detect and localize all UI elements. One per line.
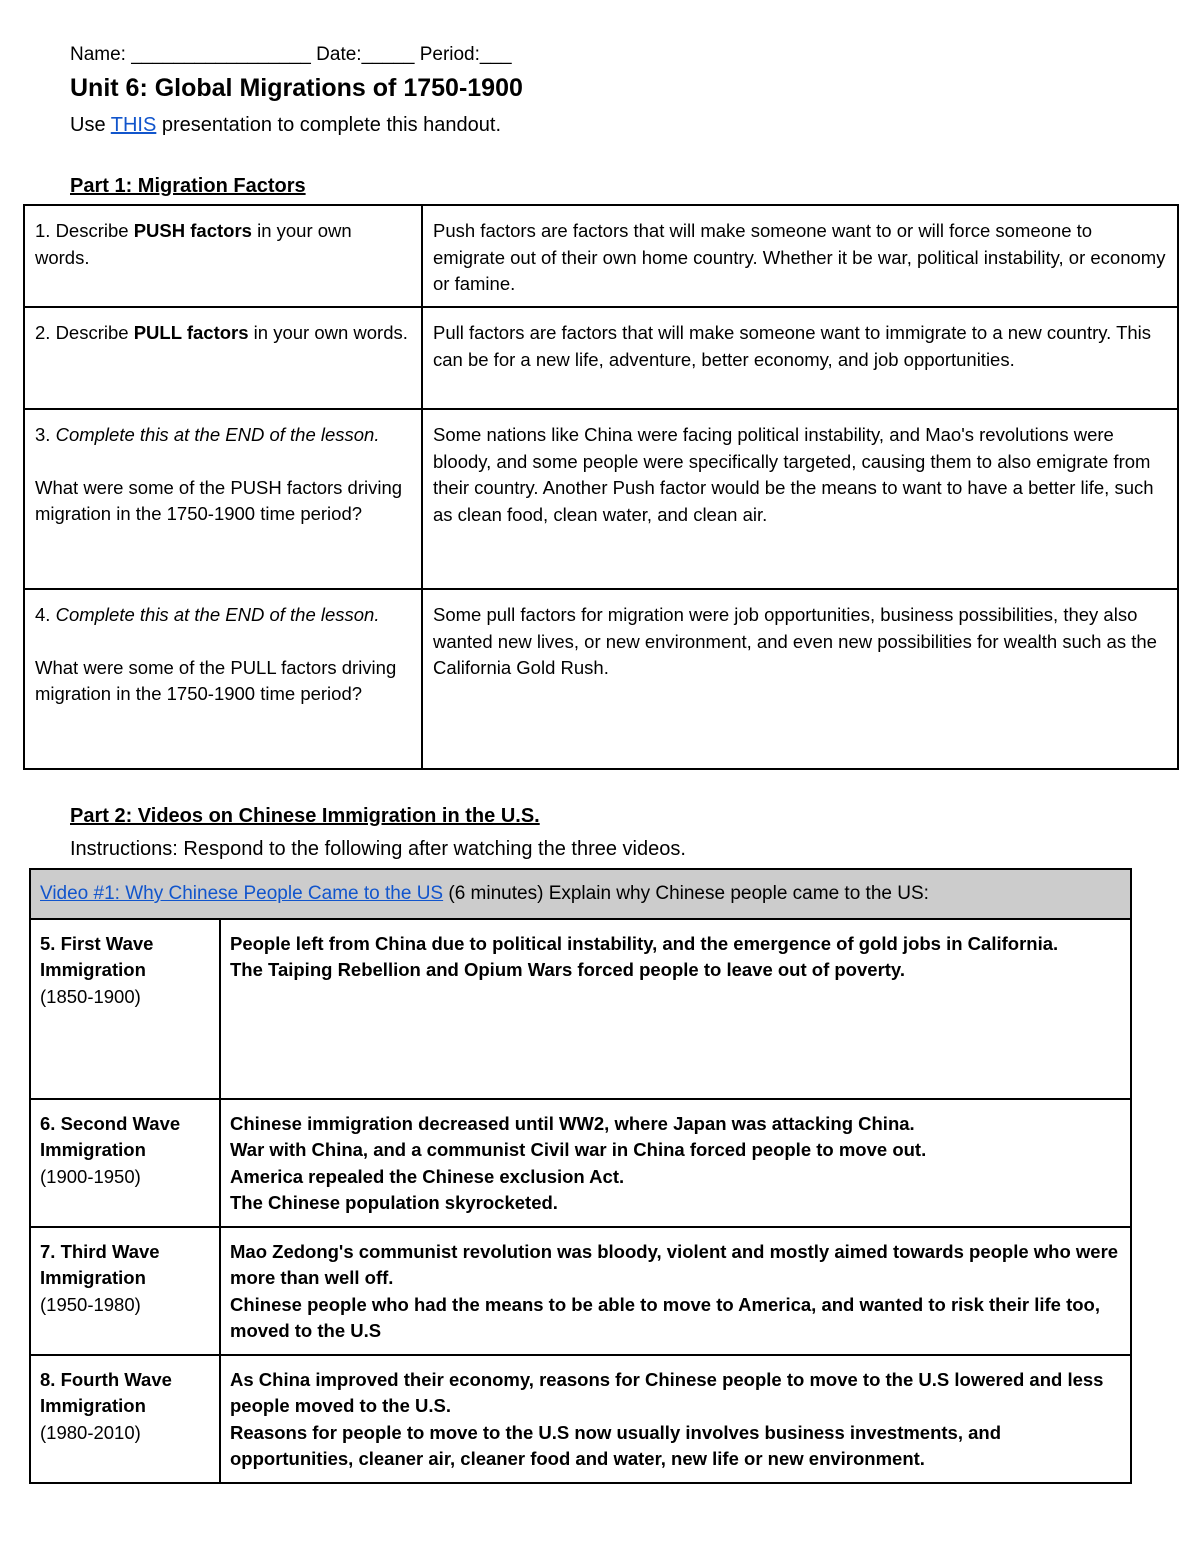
wave-label-cell (30, 1099, 220, 1227)
answer-cell[interactable]: Pull factors are factors that will make someone want to immigrate to a new country. This can be for a new life, adventure, better economy, and job opportunities. (422, 307, 1178, 409)
wave-label-cell (30, 919, 220, 1099)
wave-label-cell (30, 1227, 220, 1355)
answer-line: Chinese people who had the means to be able to move to America, and wanted to risk their life too, moved to the U.S (230, 1293, 1100, 1341)
intro-after: presentation to complete this handout. (156, 114, 501, 136)
part2-heading: Part 2: Videos on Chinese Immigration in the U.S. (70, 805, 540, 827)
question-instruction: Complete this at the END of the lesson. (55, 424, 380, 445)
table-row (24, 409, 1178, 589)
wave-years: (1950-1980) (40, 1293, 141, 1315)
question-text: 1. Describe (35, 220, 134, 241)
question-text: 2. Describe (35, 322, 134, 343)
answer-line: Reasons for people to move to the U.S now usually involves business investments, and opportunities, cleaner air, cleaner food and water, new life or new environment. (230, 1421, 1002, 1469)
question-text: What were some of the PUSH factors driving migration in the 1750-1900 time period? (35, 476, 403, 524)
table-row (24, 589, 1178, 769)
student-info-line (70, 44, 512, 66)
question-text: What were some of the PULL factors driving migration in the 1750-1900 time period? (35, 656, 397, 704)
wave-label-cell (30, 1355, 220, 1483)
answer-cell[interactable] (220, 1099, 1131, 1227)
question-keyword: PULL factors (133, 322, 249, 343)
date-field[interactable]: Date:_____ (316, 44, 415, 65)
migration-factors-table (23, 204, 1179, 770)
table-row (24, 307, 1178, 409)
video-1-link[interactable]: Video #1: Why Chinese People Came to the US (40, 883, 444, 904)
part1-heading: Part 1: Migration Factors (70, 175, 306, 197)
name-field[interactable]: Name: _________________ (70, 44, 311, 65)
intro-text (70, 114, 501, 137)
question-cell (24, 589, 422, 769)
table-row (30, 1227, 1131, 1355)
question-text: in your own words. (35, 220, 352, 268)
video-header-cell (30, 869, 1131, 919)
wave-name: 8. Fourth Wave Immigration (40, 1368, 172, 1416)
table-row (30, 919, 1131, 1099)
answer-line: The Taiping Rebellion and Opium Wars forced people to leave out of poverty. (230, 959, 905, 980)
wave-years: (1980-2010) (40, 1421, 141, 1443)
question-instruction: Complete this at the END of the lesson. (55, 604, 380, 625)
answer-line: War with China, and a communist Civil war in China forced people to move out. (230, 1139, 927, 1160)
wave-name: 6. Second Wave Immigration (40, 1112, 181, 1160)
answer-cell[interactable] (220, 919, 1131, 1099)
answer-line: People left from China due to political instability, and the emergence of gold jobs in California. (230, 932, 1059, 954)
question-text: in your own words. (248, 322, 408, 343)
wave-years: (1900-1950) (40, 1165, 141, 1187)
page-title: Unit 6: Global Migrations of 1750-1900 (70, 74, 523, 102)
question-cell (24, 205, 422, 307)
answer-cell[interactable] (220, 1355, 1131, 1483)
answer-line: The Chinese population skyrocketed. (230, 1192, 558, 1213)
wave-name: 5. First Wave Immigration (40, 932, 154, 980)
period-field[interactable]: Period:___ (419, 44, 512, 65)
answer-line: As China improved their economy, reasons for Chinese people to move to the U.S lowered and less people moved to the U.S. (230, 1368, 1104, 1416)
answer-line: America repealed the Chinese exclusion Act. (230, 1165, 625, 1187)
answer-line: Chinese immigration decreased until WW2, where Japan was attacking China. (230, 1112, 915, 1134)
wave-name: 7. Third Wave Immigration (40, 1240, 160, 1288)
immigration-waves-table (29, 868, 1132, 1484)
table-row (24, 205, 1178, 307)
wave-years: (1850-1900) (40, 985, 141, 1007)
answer-cell[interactable]: Push factors are factors that will make someone want to or will force someone to emigrate out of their own home country. Whether it be war, political instability, or economy or famine. (422, 205, 1178, 307)
intro-before: Use (70, 114, 111, 136)
video-description: (6 minutes) Explain why Chinese people came to the US: (443, 883, 929, 904)
answer-cell[interactable]: Some pull factors for migration were job opportunities, business possibilities, they also wanted new lives, or new environment, and even new possibilities for wealth such as the California Gold Rush. (422, 589, 1178, 769)
question-cell (24, 409, 422, 589)
question-number: 4. (35, 604, 56, 625)
answer-cell[interactable] (220, 1227, 1131, 1355)
video-header-row (30, 869, 1131, 919)
answer-cell[interactable]: Some nations like China were facing political instability, and Mao's revolutions were bloody, and some people were specifically targeted, causing them to also emigrate from their country. Another Push factor would be the means to want to have a better life, such as clean food, clean water, and clean air. (422, 409, 1178, 589)
question-cell (24, 307, 422, 409)
question-number: 3. (35, 424, 56, 445)
presentation-link[interactable]: THIS (110, 114, 157, 136)
part2-instructions: Instructions: Respond to the following after watching the three videos. (70, 838, 686, 860)
table-row (30, 1355, 1131, 1483)
table-row (30, 1099, 1131, 1227)
answer-line: Mao Zedong's communist revolution was bloody, violent and mostly aimed towards people who were more than well off. (230, 1240, 1119, 1288)
question-keyword: PUSH factors (133, 220, 252, 241)
